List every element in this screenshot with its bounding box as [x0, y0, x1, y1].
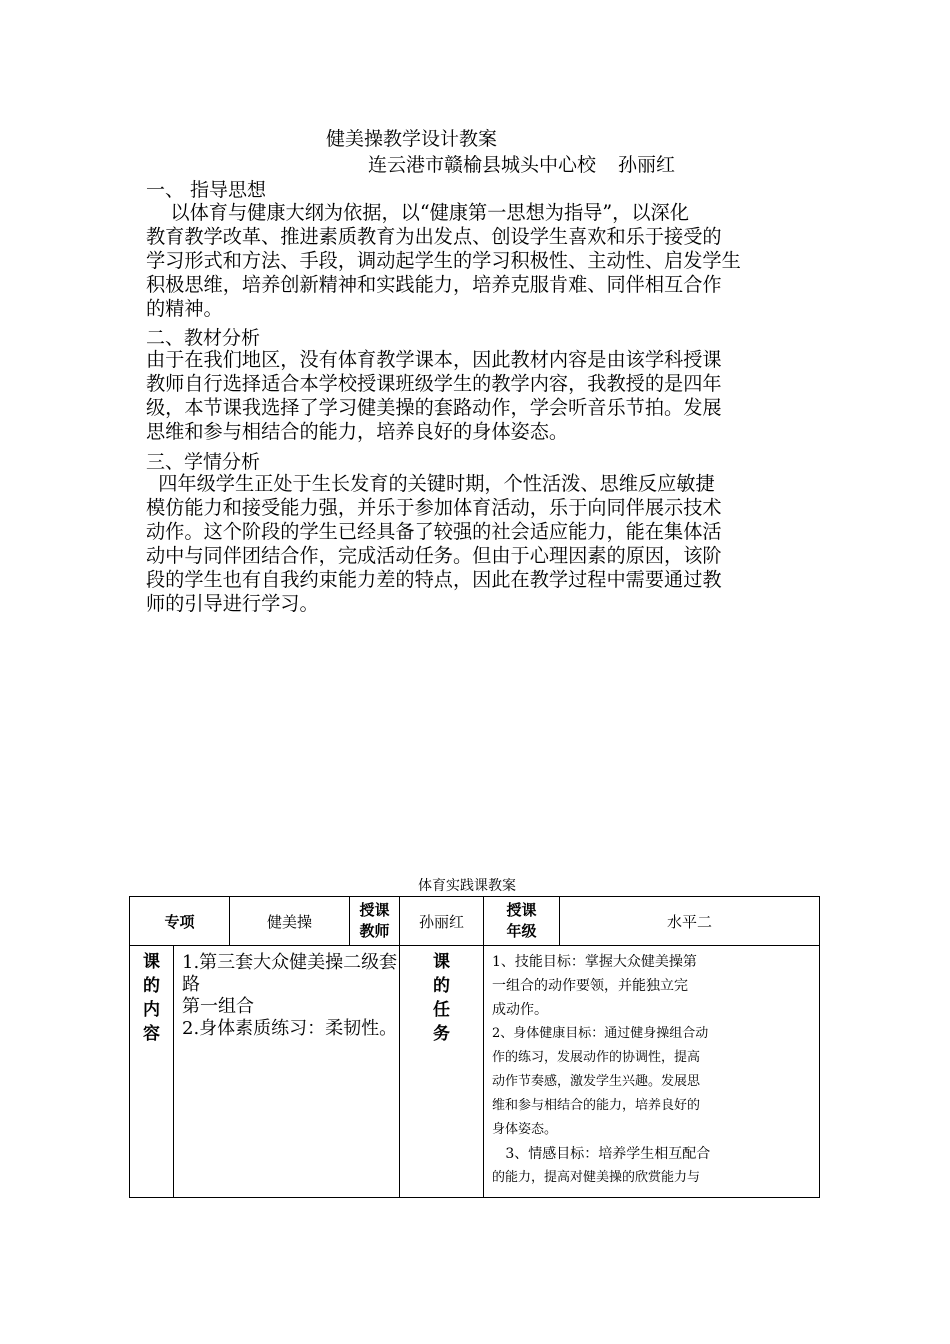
content-label-cell [130, 946, 174, 1198]
author-line [368, 150, 675, 177]
paragraph-line: 由于在我们地区，没有体育教学课本，因此教材内容是由该学科授课 [146, 348, 722, 371]
paragraph-line: 以体育与健康大纲为依据，以“健康第一思想为指导”，以深化 [146, 201, 689, 224]
subject-label: 专项 [164, 912, 195, 931]
paragraph-line: 四年级学生正处于生长发育的关键时期，个性活泼、思维反应敏捷 [146, 472, 715, 495]
task-line: 的能力，提高对健美操的欣赏能力与 [492, 1170, 701, 1185]
content-line: 第一组合 [182, 996, 254, 1017]
task-line: 身体姿态。 [492, 1122, 558, 1137]
task-line: 2、身体健康目标：通过健身操组合动 [492, 1026, 709, 1041]
section-heading: 三、学情分析 [146, 451, 261, 473]
paragraph-line: 思维和参与相结合的能力，培养良好的身体姿态。 [146, 420, 569, 443]
content-line: 1.第三套大众健美操二级套路 [182, 952, 398, 995]
table-caption: 体育实践课教案 [418, 878, 516, 894]
paragraph-line: 的精神。 [146, 297, 223, 320]
author-name: 孙丽红 [618, 154, 676, 176]
grade-label: 年级 [506, 922, 537, 940]
grade-label: 授课 [506, 901, 537, 919]
task-label-char: 课 [433, 952, 451, 972]
task-label-char: 务 [433, 1024, 451, 1044]
task-label-char: 的 [433, 976, 451, 996]
subject-value-cell [230, 897, 350, 946]
teacher-value: 孙丽红 [419, 912, 465, 931]
paragraph-line: 模仿能力和接受能力强，并乐于参加体育活动，乐于向同伴展示技术 [146, 496, 722, 519]
task-line: 成动作。 [492, 1002, 549, 1018]
task-line: 动作节奏感，激发学生兴趣。发展思 [492, 1074, 701, 1089]
task-cell [484, 946, 820, 1198]
task-line: 1、技能目标：掌握大众健美操第 [492, 954, 697, 970]
table-body-row [130, 946, 820, 1198]
teacher-label: 教师 [359, 922, 390, 940]
content-line: 2.身体素质练习：柔韧性。 [182, 1018, 398, 1039]
section-heading: 二、教材分析 [146, 327, 261, 349]
paragraph-line: 动中与同伴团结合作，完成活动任务。但由于心理因素的原因，该阶 [146, 544, 722, 567]
task-line: 作的练习，发展动作的协调性，提高 [492, 1050, 701, 1065]
paragraph-line: 动作。这个阶段的学生已经具备了较强的社会适应能力，能在集体活 [146, 520, 722, 543]
task-line: 3、情感目标：培养学生相互配合 [492, 1146, 711, 1162]
section-paragraph [146, 348, 812, 444]
paragraph-line: 教师自行选择适合本学校授课班级学生的教学内容，我教授的是四年 [146, 372, 722, 395]
school-name: 连云港市赣榆县城头中心校 [368, 154, 597, 176]
teacher-label: 授课 [359, 901, 390, 919]
content-label-char: 内 [143, 1000, 160, 1020]
grade-value-cell [560, 897, 820, 946]
table-header-row [130, 897, 820, 946]
section-paragraph [146, 201, 812, 321]
paragraph-line: 学习形式和方法、手段，调动起学生的学习积极性、主动性、启发学生 [146, 249, 741, 272]
section-paragraph [146, 472, 812, 616]
lesson-plan-table [129, 896, 820, 1198]
content-cell [174, 946, 400, 1198]
section-heading: 一、 指导思想 [146, 179, 267, 201]
grade-value: 水平二 [667, 912, 713, 931]
paragraph-line: 师的引导进行学习。 [146, 592, 319, 615]
task-line: 维和参与相结合的能力，培养良好的 [492, 1098, 701, 1113]
paragraph-line: 级，本节课我选择了学习健美操的套路动作，学会听音乐节拍。发展 [146, 396, 722, 419]
subject-value: 健美操 [267, 912, 313, 931]
content-label-char: 容 [143, 1024, 160, 1044]
content-label-char: 的 [143, 976, 160, 996]
task-label-cell [400, 946, 484, 1198]
task-label-char: 任 [433, 1000, 451, 1020]
content-label-char: 课 [143, 952, 160, 972]
teacher-value-cell [400, 897, 484, 946]
subject-label-cell [130, 897, 230, 946]
paragraph-line: 积极思维，培养创新精神和实践能力，培养克服肯难、同伴相互合作 [146, 273, 722, 296]
grade-label-cell [484, 897, 560, 946]
document-title: 健美操教学设计教案 [326, 128, 498, 150]
paragraph-line: 教育教学改革、推进素质教育为出发点、创设学生喜欢和乐于接受的 [146, 225, 722, 248]
paragraph-line: 段的学生也有自我约束能力差的特点，因此在教学过程中需要通过教 [146, 568, 722, 591]
teacher-label-cell [350, 897, 400, 946]
task-line: 一组合的动作要领，并能独立完 [492, 978, 689, 994]
